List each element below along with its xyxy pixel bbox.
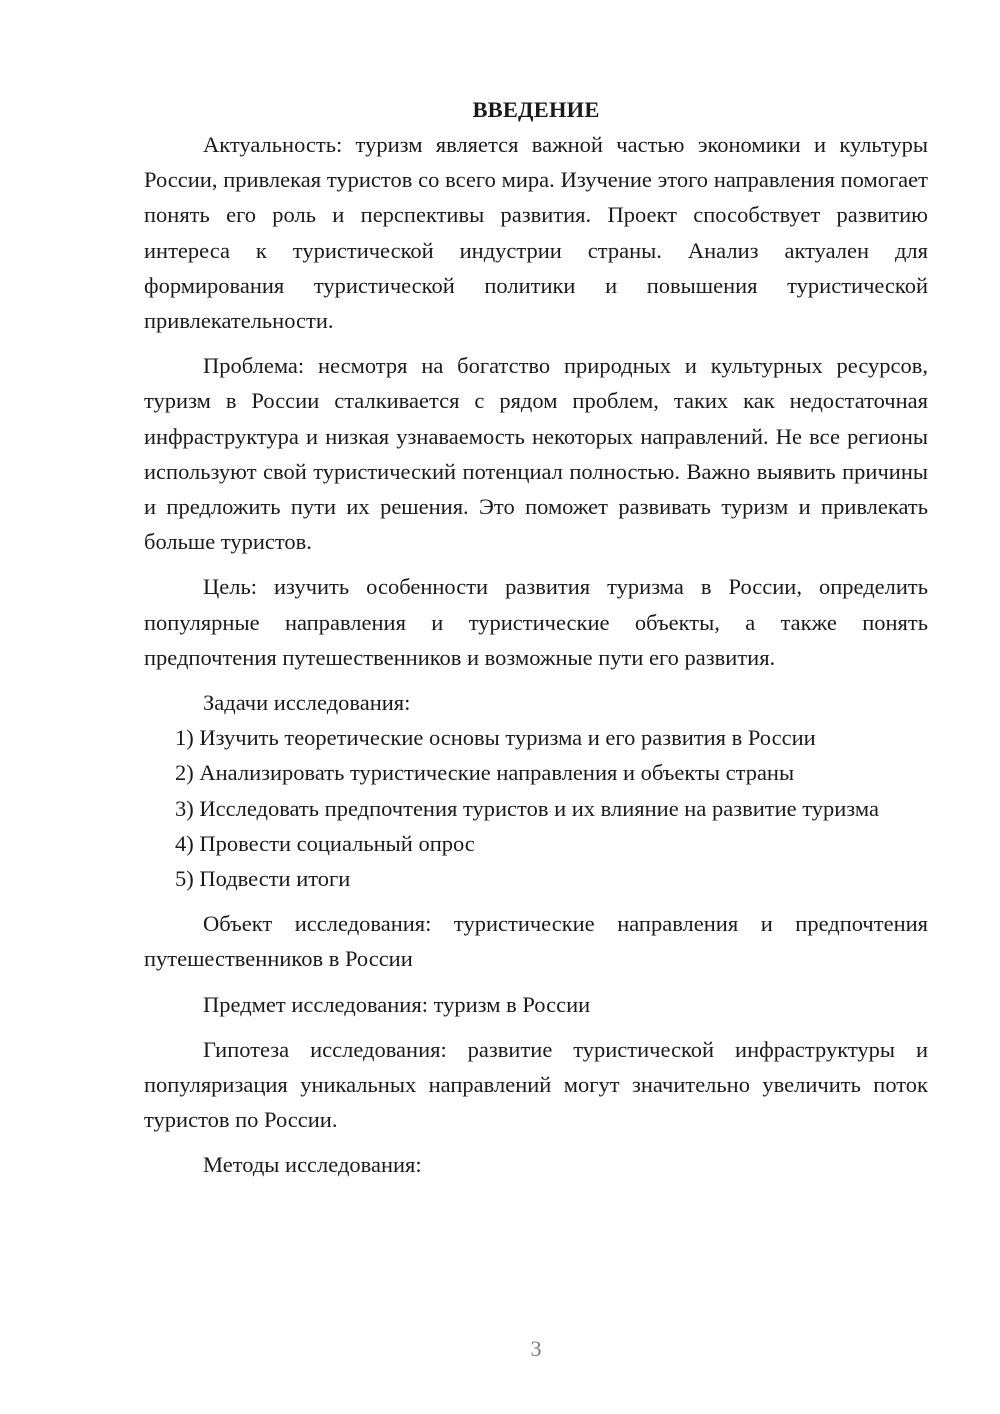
list-item: 5) Подвести итоги: [175, 866, 351, 892]
list-item: 2) Анализировать туристические направления и объекты страны: [175, 760, 795, 786]
paragraph-goal: Цель: изучить особенности развития туризма в России, определить популярные направления и туристические объекты, а также понять предпочтения путешественников и возможные пути его развития.: [144, 574, 928, 670]
paragraph-subject: Предмет исследования: туризм в России: [203, 991, 591, 1017]
list-item: 3) Исследовать предпочтения туристов и их влияние на развитие туризма: [175, 795, 879, 821]
page-number: 3: [530, 1336, 542, 1361]
paragraph-relevance: Актуальность: туризм является важной частью экономики и культуры России, привлекая туристов со всего мира. Изучение этого направления помогает понять его роль и перспективы развития. Проект способствует развитию интереса к туристической индустрии страны. Анализ актуален для формирования туристической политики и повышения туристической привлекательности.: [144, 132, 928, 334]
list-item: 4) Провести социальный опрос: [175, 830, 475, 856]
methods-heading: Методы исследования:: [203, 1152, 422, 1178]
paragraph-hypothesis: Гипотеза исследования: развитие туристической инфраструктуры и популяризация уникальных направлений могут значительно увеличить поток туристов по России.: [144, 1036, 928, 1133]
page-title: ВВЕДЕНИЕ: [472, 97, 600, 122]
document-page: [144, 92, 928, 1183]
tasks-heading: Задачи исследования:: [203, 690, 411, 716]
tasks-list: [144, 720, 928, 896]
paragraph-object: Объект исследования: туристические направления и предпочтения путешественников в России: [144, 911, 928, 972]
list-item: 1) Изучить теоретические основы туризма и его развития в России: [175, 725, 816, 751]
paragraph-problem: Проблема: несмотря на богатство природных и культурных ресурсов, туризм в России сталкивается с рядом проблем, таких как недостаточная инфраструктура и низкая узнаваемость некоторых направлений. Не все регионы используют свой туристический потенциал полностью. Важно выявить причины и предложить пути их решения. Это поможет развивать туризм и привлекать больше туристов.: [144, 353, 928, 555]
